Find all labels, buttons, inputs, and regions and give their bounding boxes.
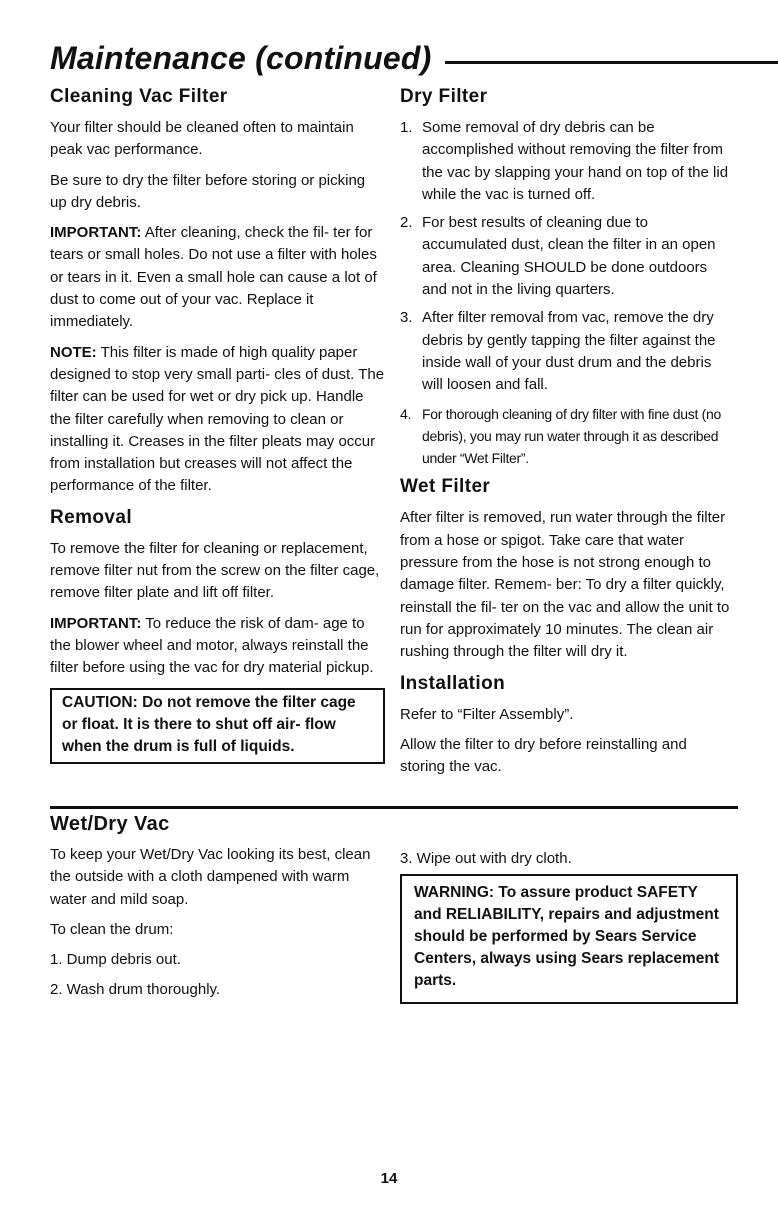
step-number: 3. <box>400 309 413 327</box>
wetdry-right <box>400 848 738 1004</box>
wetdry-step-2: 2. Wash drum thoroughly. <box>50 981 221 999</box>
page-header <box>50 40 740 90</box>
wetdry-drum-intro: To clean the drum: <box>50 920 174 938</box>
step-number: 2. <box>400 214 413 232</box>
wetdry-left <box>50 812 385 1010</box>
step-number: 1. <box>400 119 413 136</box>
wetdry-step-3: 3. Wipe out with dry cloth. <box>400 850 572 867</box>
wet-filter-heading: Wet Filter <box>400 476 491 498</box>
cleaning-note <box>50 342 385 498</box>
section-divider <box>50 806 738 809</box>
note-label: NOTE: <box>50 343 97 361</box>
list-item <box>400 403 735 470</box>
note-text: This filter is made of high quality paper designed to stop very small parti- cles of dust. The filter can be used for wet or dry pick up. Handle the filter carefully when removing to clean or installing it. Creases in the filter pleats may occur from installation but creases will not affect the performance of the filter. <box>50 343 385 495</box>
right-column <box>400 85 735 786</box>
removal-heading: Removal <box>50 506 133 528</box>
page-number: 14 <box>380 1170 398 1187</box>
cleaning-important <box>50 222 385 333</box>
removal-paragraph: To remove the filter for cleaning or replacement, remove filter nut from the screw on the filter cage, remove filter plate and lift off filter. <box>50 539 380 602</box>
page-title: Maintenance (continued) <box>50 40 432 76</box>
important-label: IMPORTANT: <box>50 224 142 242</box>
important-text: After cleaning, check the fil- ter for tears or small holes. Do not use a filter with holes or tears in it. Even a small hole can cause a lot of dust to come out of your vac. Replace it immediately. <box>50 224 377 331</box>
installation-heading: Installation <box>400 672 506 694</box>
installation-paragraph-1: Refer to “Filter Assembly”. <box>400 705 574 723</box>
list-item <box>400 307 735 396</box>
wetdry-heading: Wet/Dry Vac <box>50 813 170 835</box>
step-text: After filter removal from vac, remove the dry debris by gently tapping the filter against the inside wall of your dust drum and the debris will loosen and fall. <box>422 309 716 394</box>
dry-filter-steps <box>400 117 735 469</box>
removal-important <box>50 613 385 680</box>
cleaning-paragraph-1: Your filter should be cleaned often to maintain peak vac performance. <box>50 119 354 159</box>
installation-paragraph-2: Allow the filter to dry before reinstalling and storing the vac. <box>400 735 687 776</box>
list-item <box>400 117 735 206</box>
step-text: For best results of cleaning due to accumulated dust, clean the filter in an open area. Cleaning SHOULD be done outdoors and not in the living quarters. <box>422 214 716 299</box>
dry-filter-heading: Dry Filter <box>400 86 488 107</box>
caution-box: CAUTION: Do not remove the filter cage or float. It is there to shut off air- flow when the drum is full of liquids. <box>50 688 385 764</box>
list-item <box>400 212 735 301</box>
step-text: Some removal of dry debris can be accomplished without removing the filter from the vac by slapping your hand on top of the lid while the vac is turned off. <box>422 119 729 203</box>
warning-box: WARNING: To assure product SAFETY and RELIABILITY, repairs and adjustment should be performed by Sears Service Centers, always using Sears replacement parts. <box>400 874 738 1004</box>
cleaning-paragraph-2: Be sure to dry the filter before storing or picking up dry debris. <box>50 171 366 211</box>
title-rule <box>445 61 778 64</box>
wetdry-text <box>50 844 385 1002</box>
step-text: For thorough cleaning of dry filter with fine dust (no debris), you may run water through it as described under “Wet Filter”. <box>422 405 721 467</box>
wet-filter-paragraph: After filter is removed, run water through the filter from a hose or spigot. Take care that water pressure from the hose is not strong enough to damage filter. Remem- ber: To dry a filter quickly, reinstall the fil- ter on the vac and allow the unit to run for approximately 10 minutes. The clean air rushing through the filter will dry it. <box>400 509 730 661</box>
removal-important-label: IMPORTANT: <box>50 614 142 632</box>
left-column <box>50 85 385 764</box>
wetdry-paragraph: To keep your Wet/Dry Vac looking its best, clean the outside with a cloth dampened with warm water and mild soap. <box>50 846 371 908</box>
cleaning-heading: Cleaning Vac Filter <box>50 86 228 107</box>
removal-important-text: To reduce the risk of dam- age to the blower wheel and motor, always reinstall the filter before using the vac for dry material pickup. <box>50 614 374 677</box>
step-number: 4. <box>400 405 412 422</box>
wetdry-step-1: 1. Dump debris out. <box>50 951 181 969</box>
